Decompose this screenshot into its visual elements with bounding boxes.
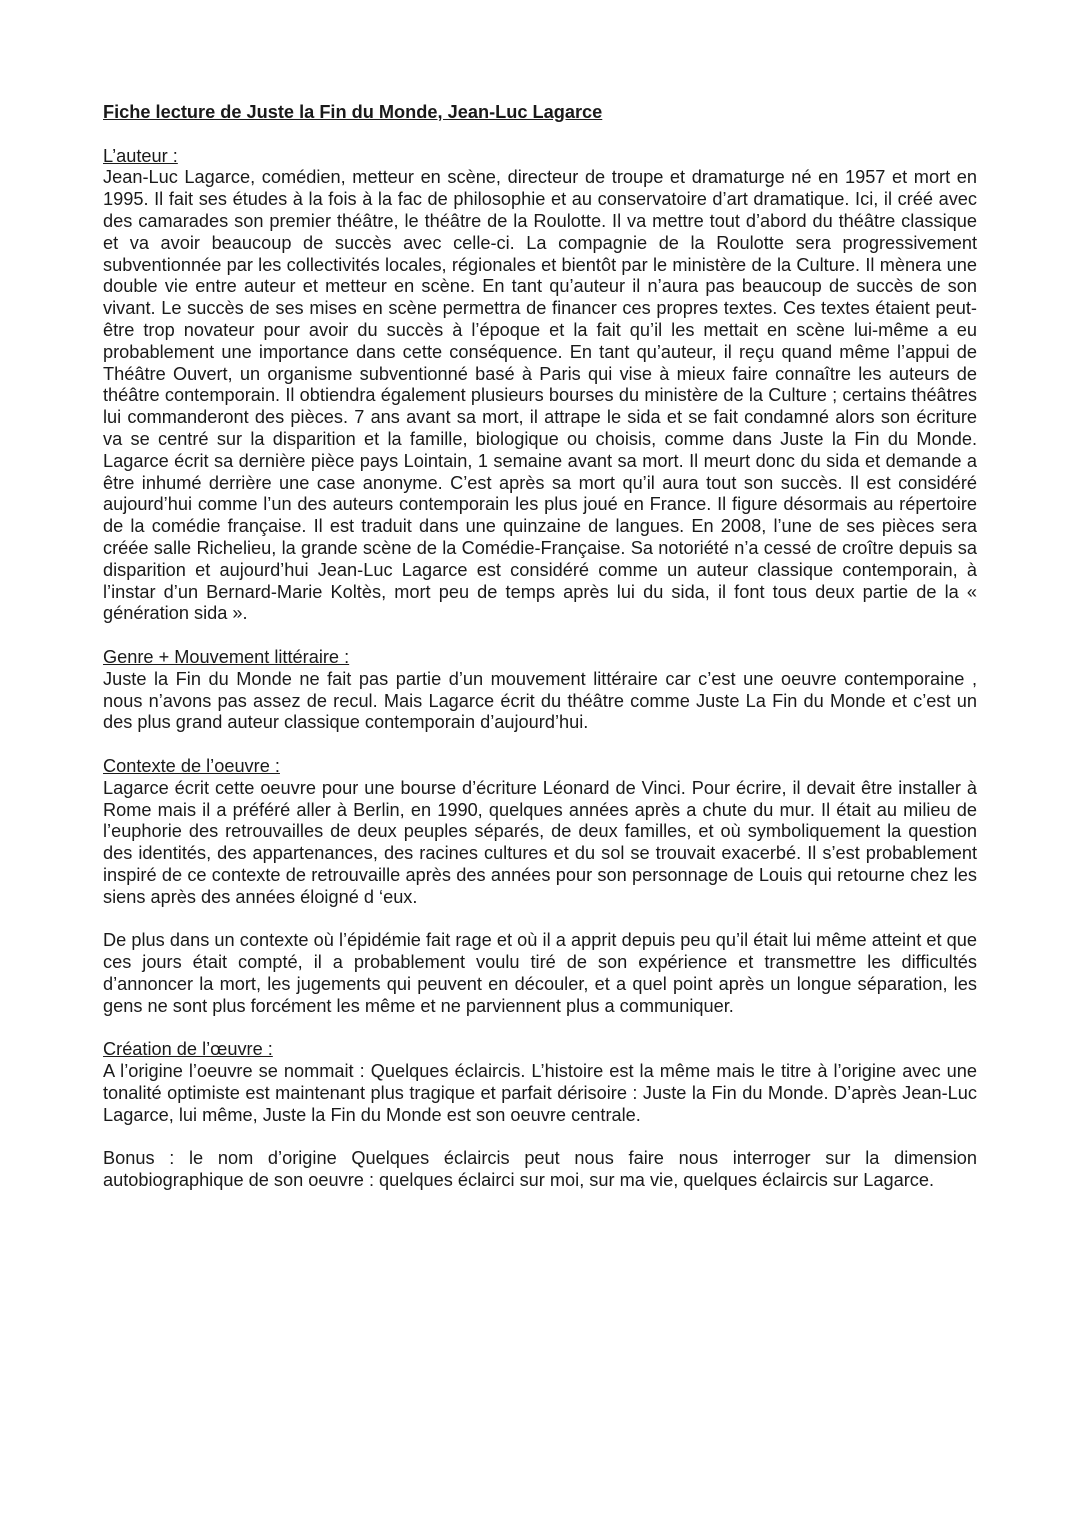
section-heading: Genre + Mouvement littéraire : — [103, 646, 350, 667]
section-heading: L’auteur : — [103, 145, 178, 166]
paragraph: A l’origine l’oeuvre se nommait : Quelques éclaircis. L’histoire est la même mais le titre à l’origine avec une tonalité optimiste est maintenant plus tragique et parfait dérisoire : Juste la Fin du Monde. D’après Jean-Luc Lagarce, lui même, Juste la Fin du Monde est son oeuvre centrale. — [103, 1061, 977, 1125]
section-creation — [103, 1039, 977, 1192]
paragraph: Bonus : le nom d’origine Quelques éclaircis peut nous faire nous interroger sur la dimension autobiographique de son oeuvre : quelques éclairci sur moi, sur ma vie, quelques éclaircis sur Lagarce. — [103, 1148, 977, 1191]
section-heading: Création de l’œuvre : — [103, 1039, 273, 1060]
paragraph: Lagarce écrit cette oeuvre pour une bourse d’écriture Léonard de Vinci. Pour écrire, il devait être installer à Rome mais il a préféré aller à Berlin, en 1990, quelques années après a chute du mur. Il était au milieu de l’euphorie des retrouvailles de deux peuples séparés, de deux familles, et où symboliquement la question des identités, des appartenances, des racines cultures et du sol se trouvait exacerbé. Il s’est probablement inspiré de ce contexte de retrouvaille après des années pour son personnage de Louis qui retourne chez les siens après des années éloigné d ‘eux. — [103, 777, 977, 907]
section-genre-mouvement — [103, 647, 977, 734]
paragraph: Jean-Luc Lagarce, comédien, metteur en scène, directeur de troupe et dramaturge né en 1957 et mort en 1995. Il fait ses études à la fois à la fac de philosophie et au conservatoire d’art dramatique. Ici, il créé avec des camarades son premier théâtre, le théâtre de la Roulotte. Il va mettre tout d’abord du théâtre classique et va avoir beaucoup de succès avec celle-ci. La compagnie de la Roulotte sera progressivement subventionnée par les collectivités locales, régionales et bientôt par le ministère de la Culture. Il mènera une double vie entre auteur et metteur en scène. En tant qu’auteur il n’aura pas beaucoup de succès de son vivant. Le succès de ses mises en scène permettra de financer ces propres textes. Ces textes étaient peut-être trop novateur pour avoir du succès à l’époque et la fait qu’il les mettait en scène lui-même a eu probablement une importance dans cette conséquence. En tant qu’auteur, il reçu quand même l’appui de Théâtre Ouvert, un organisme subventionné basé à Paris qui vise à mieux faire connaître les auteurs de théâtre contemporain. Il obtiendra également plusieurs bourses du ministère de la Culture ; certains théâtres lui commanderont des pièces. 7 ans avant sa mort, il attrape le sida et se fait condamné alors son écriture va se centré sur la disparition et la famille, biologique ou choisis, comme dans Juste la Fin du Monde. Lagarce écrit sa dernière pièce pays Lointain, 1 semaine avant sa mort. Il meurt donc du sida et demande a être inhumé derrière une case anonyme. C’est après sa mort qu’il aura tout son succès. Il est considéré aujourd’hui comme l’un des auteurs contemporain les plus joué en France. Il figure désormais au répertoire de la comédie française. Il est traduit dans une quinzaine de langues. En 2008, l’une de ses pièces sera créée salle Richelieu, la grande scène de la Comédie-Française. Sa notoriété n’a cessé de croître depuis sa disparition et aujourd’hui Jean-Luc Lagarce est considéré comme un auteur classique contemporain, à l’instar d’un Bernard-Marie Koltès, mort peu de temps après lui du sida, il font tous deux partie de la « génération sida ». — [103, 167, 977, 624]
section-heading: Contexte de l’oeuvre : — [103, 755, 280, 776]
paragraph: Juste la Fin du Monde ne fait pas partie d’un mouvement littéraire car c’est une oeuvre contemporaine , nous n’avons pas assez de recul. Mais Lagarce écrit du théâtre comme Juste La Fin du Monde et c’est un des plus grand auteur classique contemporain d’aujourd’hui. — [103, 668, 977, 733]
section-contexte — [103, 756, 977, 1018]
document-title: Fiche lecture de Juste la Fin du Monde, Jean-Luc Lagarce — [103, 102, 603, 122]
section-auteur — [103, 146, 977, 626]
document-page — [103, 102, 977, 1214]
paragraph: De plus dans un contexte où l’épidémie fait rage et où il a apprit depuis peu qu’il était lui même atteint et que ces jours était compté, il a probablement voulu tiré de son expérience et transmettre les difficultés d’annoncer la mort, les jugements qui peuvent en découler, et a quel point après un longue séparation, les gens ne sont plus forcément les même et ne parviennent plus a communiquer. — [103, 930, 977, 1016]
